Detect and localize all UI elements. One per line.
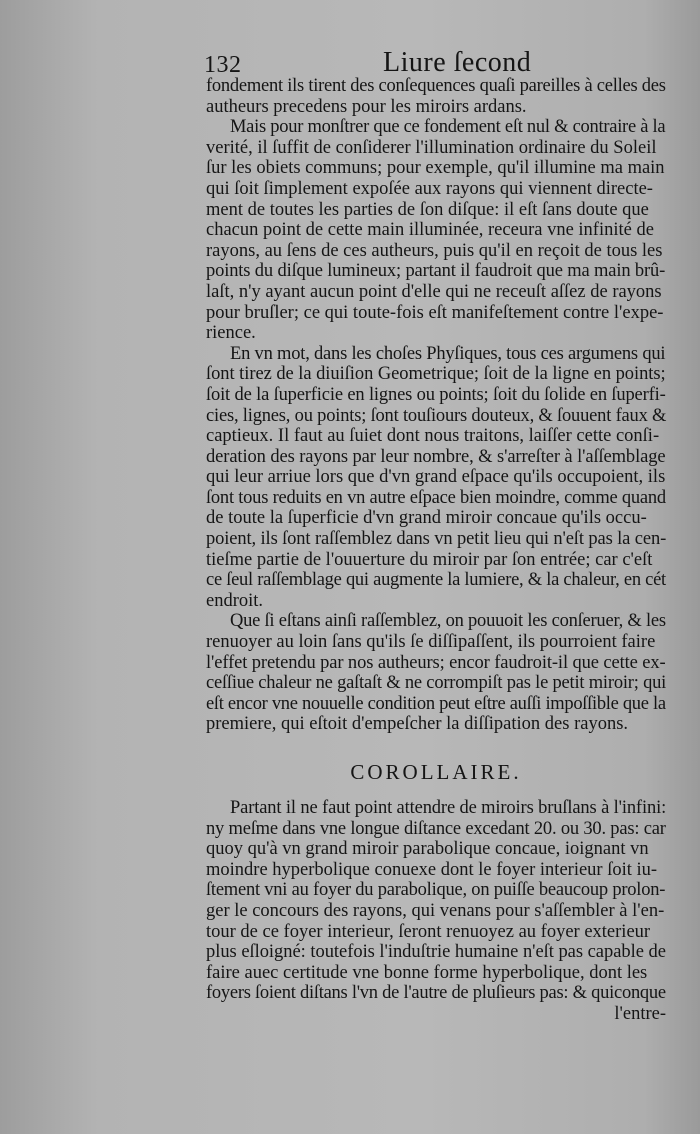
- text-line: deration des rayons par leur nombre, & s'arreſter à l'aſſemblage: [206, 446, 666, 467]
- page-number: 132: [204, 52, 242, 78]
- text-line: premiere, qui eſtoit d'empeſcher la diſſipation des rayons.: [206, 714, 629, 735]
- text-line: chacun point de cette main illuminée, receura vne infinité de: [206, 220, 654, 241]
- text-line: qui ſoit ſimplement expoſée aux rayons qui viennent directe-: [206, 178, 653, 199]
- text-line: points du diſque lumineux; partant il faudroit que ma main brû-: [206, 261, 666, 282]
- text-line: rience.: [206, 323, 256, 344]
- text-line: Que ſi eſtans ainſi raſſemblez, on pouuoit les conſeruer, & les: [230, 611, 666, 632]
- text-line: ce ſeul raſſemblage qui augmente la lumiere, & la chaleur, en cét: [206, 570, 666, 591]
- text-line: captieux. Il faut au ſuiet dont nous traitons, laiſſer cette conſi-: [206, 426, 660, 447]
- running-head: Liure ſecond: [383, 47, 532, 78]
- text-line: ſtement vni au foyer du parabolique, on puiſſe beaucoup prolon-: [206, 880, 666, 901]
- text-line: tieſme partie de l'ouuerture du miroir par ſon entrée; car c'eſt: [206, 549, 653, 570]
- text-line: fondement ils tirent des conſequences quaſi pareilles à celles des: [206, 76, 666, 96]
- text-line: Mais pour monſtrer que ce fondement eſt nul & contraire à la: [230, 117, 666, 138]
- text-line: ger le concours des rayons, qui venans pour s'aſſembler à l'en-: [206, 900, 665, 921]
- catchword: l'entre-: [614, 1003, 666, 1024]
- body-text: [206, 76, 666, 1025]
- text-line: renuoyer au loin ſans qu'ils ſe diſſipaſſent, ils pourroient faire: [206, 632, 656, 653]
- text-line: plus eſloigné: toutefois l'induſtrie humaine n'eſt pas capable de: [206, 942, 666, 963]
- text-line: ſont tirez de la diuiſion Geometrique; ſoit de la ligne en points;: [206, 364, 666, 385]
- section-heading: COROLLAIRE.: [350, 760, 522, 784]
- text-line: foyers ſoient diſtans l'vn de l'autre de pluſieurs pas: & quiconque: [206, 983, 666, 1004]
- text-line: faire auec certitude vne bonne forme hyperbolique, dont les: [206, 962, 648, 983]
- text-line: Partant il ne faut point attendre de miroirs bruſlans à l'infini:: [230, 798, 667, 818]
- text-line: ceſſiue chaleur ne gaſtaſt & ne corrompiſt pas le petit miroir; qui: [206, 673, 667, 694]
- text-line: ſur les obiets communs; pour exemple, qu'il illumine ma main: [206, 158, 665, 179]
- paragraph: [206, 798, 666, 1025]
- text-line: pour bruſler; ce qui toute-fois eſt manifeſtement contre l'expe-: [206, 302, 664, 323]
- text-line: tour de ce foyer interieur, ſeront renuoyez au foyer exterieur: [206, 921, 651, 942]
- paragraph: [206, 344, 666, 612]
- text-line: moindre hyperbolique conuexe dont le foyer interieur ſoit iu-: [206, 859, 658, 880]
- paragraph: [206, 76, 666, 117]
- text-line: ny meſme dans vne longue diſtance excedant 20. ou 30. pas: car: [206, 818, 666, 839]
- text-line: verité, il ſuffit de conſiderer l'illumination ordinaire du Soleil: [206, 137, 657, 158]
- text-line: ment de toutes les parties de ſon diſque: il eſt ſans doute que: [206, 199, 649, 220]
- text-line: de toute la ſuperficie d'vn grand miroir concaue qu'ils occu-: [206, 508, 647, 529]
- text-line: l'effet pretendu par nos autheurs; encor faudroit-il que cette ex-: [206, 652, 666, 673]
- text-line: poient, ils ſont raſſemblez dans vn petit lieu qui n'eſt pas la cen-: [206, 529, 667, 550]
- text-line: laſt, n'y ayant aucun point d'elle qui ne receuſt aſſez de rayons: [206, 281, 662, 302]
- text-line: ſoit de la ſuperficie en lignes ou points; ſoit du ſolide en ſuperfi-: [206, 384, 666, 405]
- text-line: eſt encor vne nouuelle condition peut eſtre auſſi impoſſible que la: [206, 693, 666, 714]
- text-line: autheurs precedens pour les miroirs ardans.: [206, 96, 527, 117]
- text-line: endroit.: [206, 590, 264, 611]
- paragraph: [206, 117, 666, 344]
- text-line: En vn mot, dans les choſes Phyſiques, tous ces argumens qui: [230, 343, 666, 364]
- text-line: quoy qu'à vn grand miroir parabolique concaue, ioignant vn: [206, 839, 649, 860]
- text-line: ſont tous reduits en vn autre eſpace bien moindre, comme quand: [206, 487, 666, 508]
- paragraph: [206, 611, 666, 735]
- text-line: cies, lignes, ou points; ſont touſiours douteux, & ſouuent faux &: [206, 405, 667, 426]
- text-line: qui leur arriue lors que d'vn grand eſpace qu'ils occupoient, ils: [206, 467, 666, 488]
- text-line: rayons, au ſens de ces autheurs, puis qu'il en reçoit de tous les: [206, 240, 663, 261]
